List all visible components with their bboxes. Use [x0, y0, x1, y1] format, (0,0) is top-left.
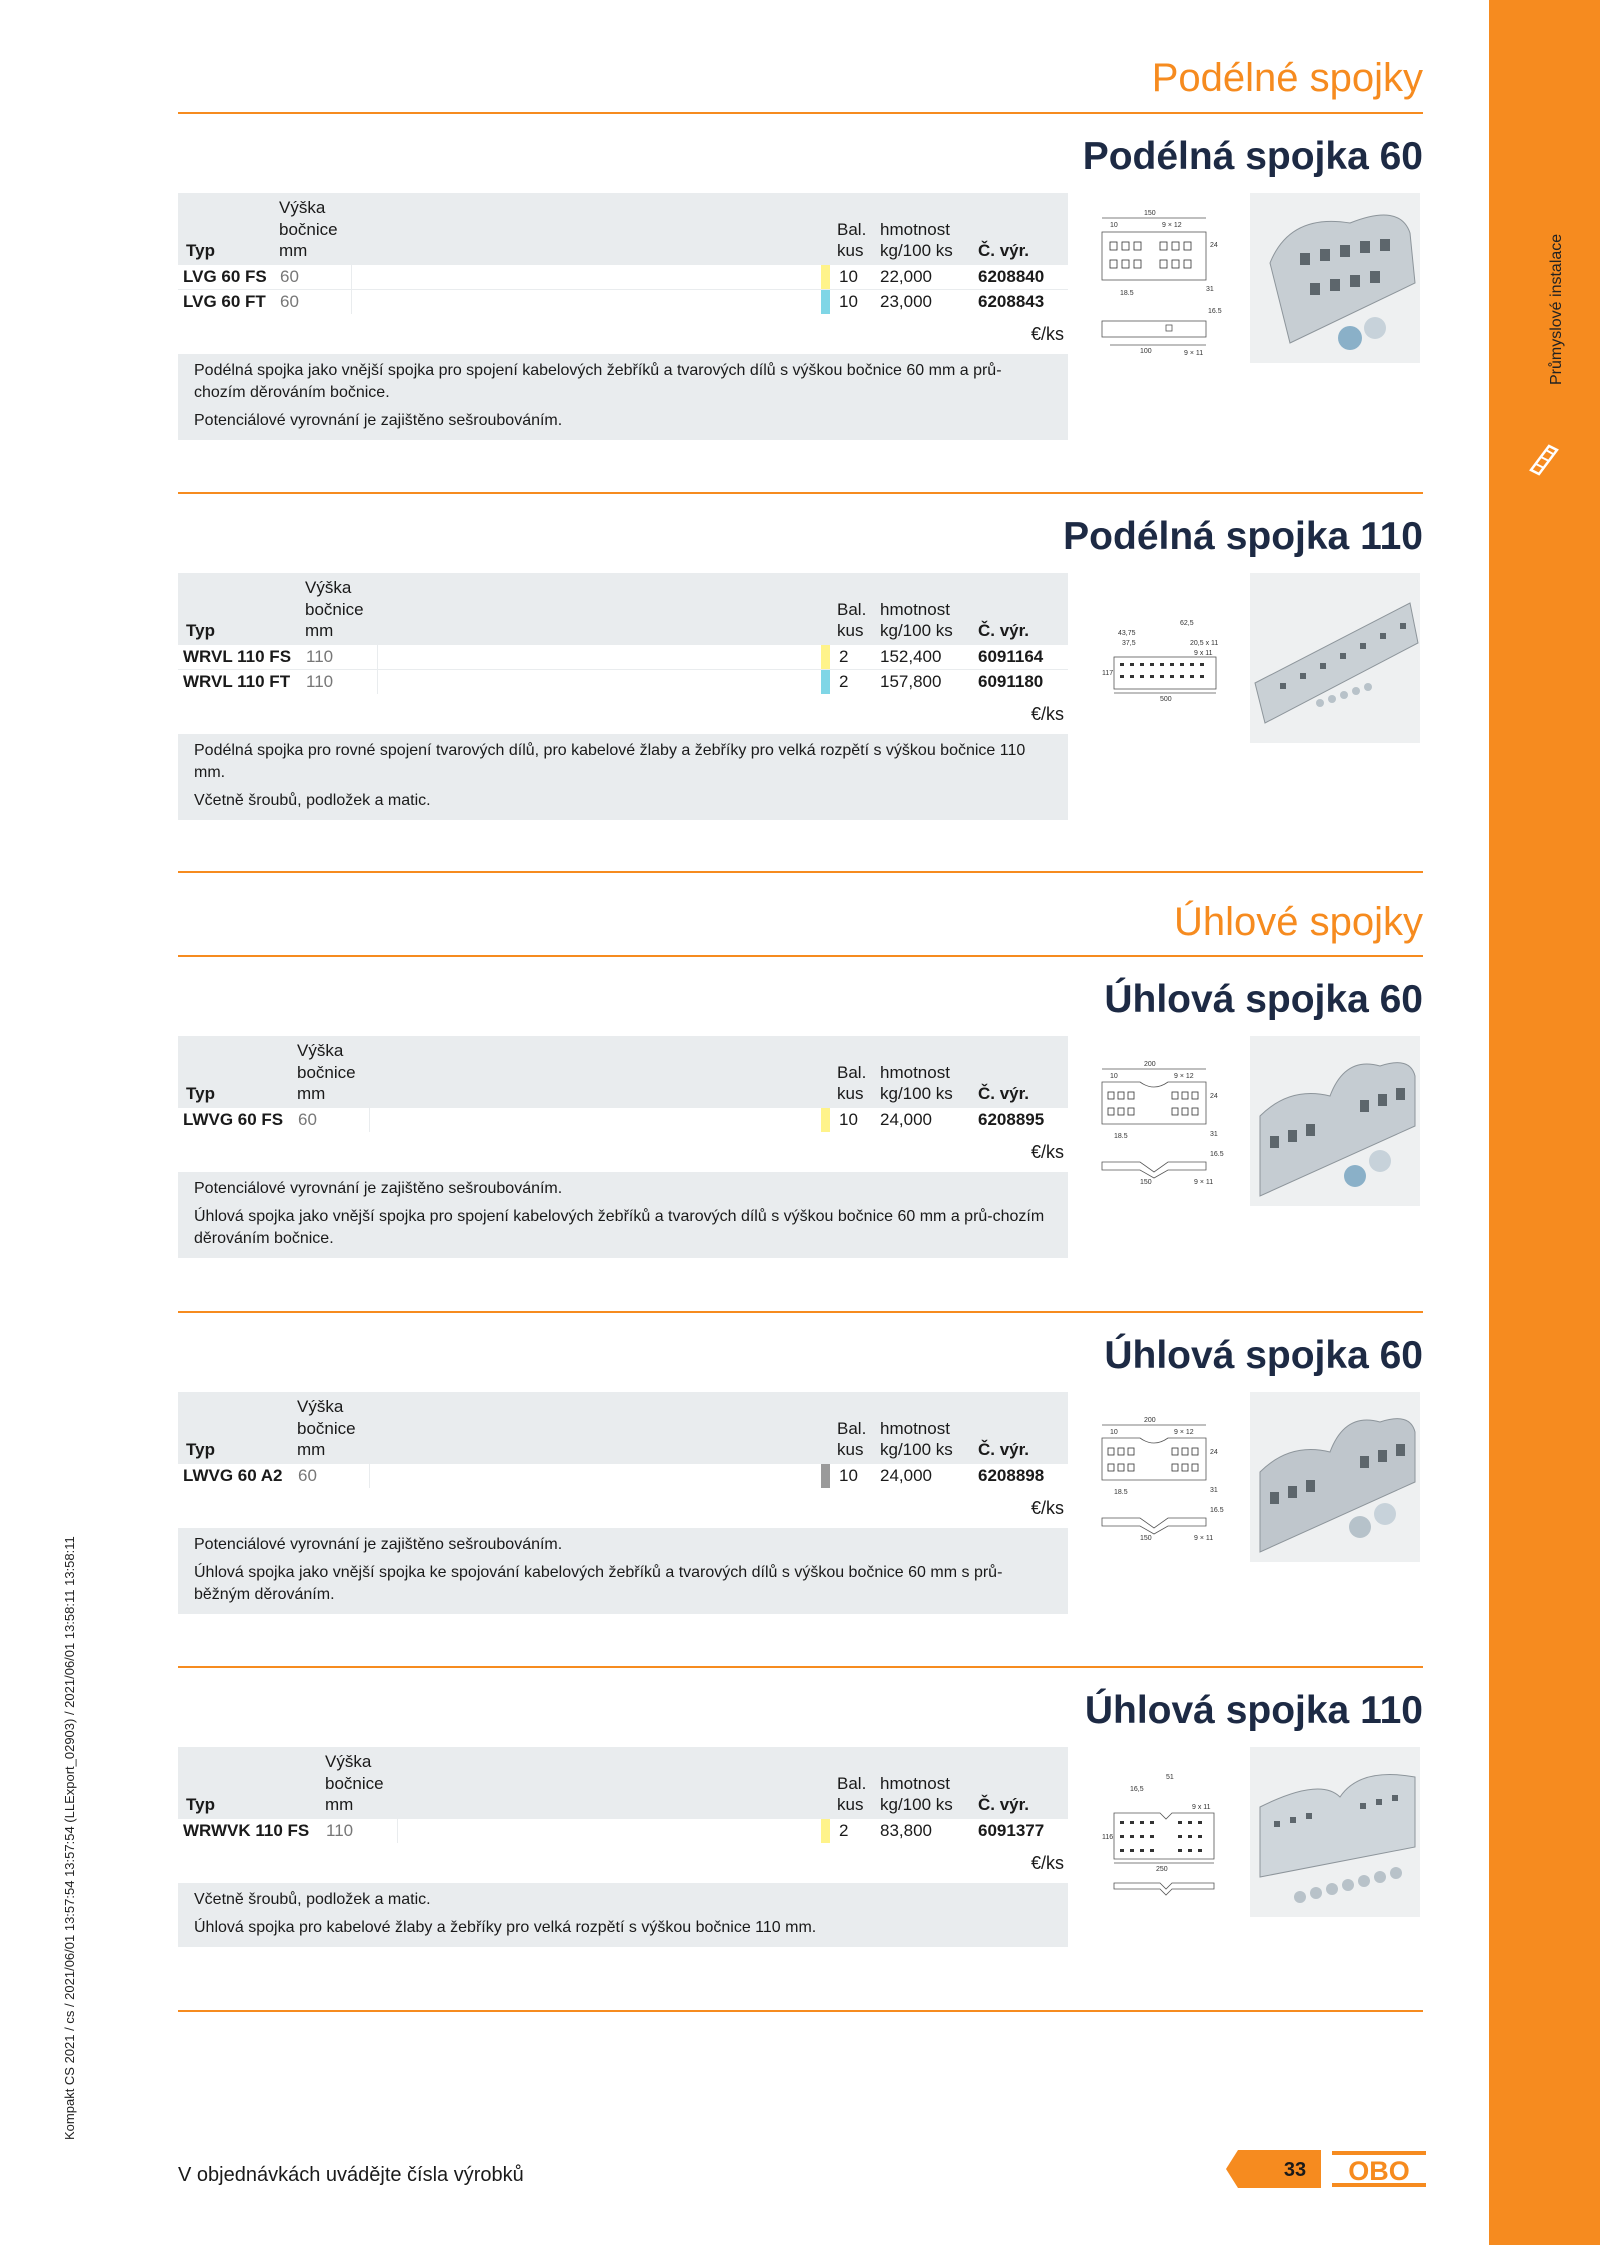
description-text: Včetně šroubů, podložek a matic.	[194, 1891, 431, 1908]
product-description	[178, 1883, 1068, 1947]
spec-rows	[178, 1819, 1068, 1843]
divider	[178, 1666, 1423, 1668]
dim-label: 51	[1166, 1774, 1174, 1781]
price-unit: €/ks	[1030, 1142, 1064, 1162]
dim-label: 9 × 12	[1162, 222, 1182, 229]
spec-table	[178, 193, 1068, 314]
cell-pack: 10	[839, 1110, 858, 1129]
dim-label: 31	[1206, 286, 1214, 293]
table-row	[178, 645, 1068, 670]
table-row	[178, 290, 1068, 314]
dim-label: 9 x 11	[1192, 1804, 1211, 1811]
cell-pack: 2	[839, 1821, 849, 1840]
cell-type: LWVG 60 A2	[183, 1466, 283, 1485]
col-height-unit: mm	[297, 1084, 326, 1103]
cell-article: 6208898	[978, 1466, 1045, 1485]
spec-table-header	[178, 573, 1068, 645]
product-description	[178, 1528, 1068, 1614]
product-description	[178, 734, 1068, 820]
dim-label: 16,5	[1130, 1786, 1144, 1793]
cable-tray-icon	[1527, 440, 1563, 480]
footer-note: V objednávkách uvádějte čísla výrobků	[178, 2164, 524, 2186]
orange-sidebar	[1489, 0, 1600, 2245]
cell-weight: 83,800	[880, 1821, 932, 1840]
col-weight: hmotnost	[880, 1419, 950, 1438]
description-text: Podélná spojka pro rovné spojení tvarových dílů, pro kabelové žlaby a žebříky pro velká rozpětí s výškou bočnice 110 mm.	[194, 742, 1026, 781]
price-unit: €/ks	[1030, 1498, 1064, 1518]
col-weight-unit: kg/100 ks	[880, 1795, 953, 1814]
dim-label: 16.5	[1208, 308, 1222, 315]
col-pack: Bal.	[837, 1419, 867, 1438]
cell-type: WRVL 110 FT	[183, 672, 291, 691]
col-weight: hmotnost	[880, 220, 950, 239]
col-weight-unit: kg/100 ks	[880, 621, 953, 640]
divider	[178, 871, 1423, 873]
product-title: Úhlová spojka 60	[1104, 978, 1423, 1021]
cell-article: 6208840	[978, 267, 1045, 286]
col-height-unit: mm	[279, 241, 308, 260]
cell-type: WRWVK 110 FS	[183, 1821, 310, 1840]
dim-label: 150	[1140, 1535, 1152, 1542]
col-height: Výška	[325, 1752, 372, 1771]
spec-table-header	[178, 193, 1068, 265]
technical-drawing	[1100, 205, 1220, 360]
dim-label: 9 × 11	[1194, 1535, 1214, 1542]
product-description	[178, 1172, 1068, 1258]
cell-weight: 152,400	[880, 647, 942, 666]
category-heading: Podélné spojky	[1151, 56, 1423, 100]
table-row	[178, 1108, 1068, 1132]
technical-drawing	[1100, 1769, 1220, 1904]
cell-pack: 2	[839, 672, 849, 691]
cell-pack: 10	[839, 1466, 858, 1485]
description-text: Podélná spojka jako vnější spojka pro spojení kabelových žebříků a tvarových dílů s výškou bočnice 60 mm a prů-chozím děrováním bočnice.	[194, 362, 1002, 401]
sidebar-label: Průmyslové instalace	[1548, 233, 1565, 385]
price-cell	[369, 1464, 825, 1488]
price-cell	[397, 1819, 825, 1843]
finish-swatch	[821, 265, 830, 289]
col-height: Výška	[305, 578, 352, 597]
col-weight-unit: kg/100 ks	[880, 241, 953, 260]
dim-label: 150	[1140, 1179, 1152, 1186]
col-height-line2: bočnice	[305, 600, 364, 619]
col-height-line2: bočnice	[325, 1774, 384, 1793]
technical-drawing	[1100, 615, 1220, 715]
table-row	[178, 265, 1068, 290]
dim-label: 10	[1110, 222, 1118, 229]
divider	[178, 955, 1423, 957]
dim-label: 18.5	[1114, 1489, 1128, 1496]
cell-height: 60	[298, 1466, 317, 1485]
dim-label: 117	[1102, 670, 1114, 677]
divider	[178, 2010, 1423, 2012]
description-text: Potenciálové vyrovnání je zajištěno sešroubováním.	[194, 412, 563, 429]
col-height-line2: bočnice	[279, 220, 338, 239]
dim-label: 24	[1210, 242, 1218, 249]
col-weight: hmotnost	[880, 1774, 950, 1793]
technical-drawing	[1100, 1058, 1224, 1198]
col-type: Typ	[186, 1084, 215, 1103]
dim-label: 9 × 12	[1174, 1429, 1194, 1436]
product-photo	[1250, 573, 1420, 743]
spec-table-header	[178, 1392, 1068, 1464]
dim-label: 10	[1110, 1429, 1118, 1436]
cell-weight: 24,000	[880, 1466, 932, 1485]
col-article: Č. výr.	[978, 241, 1030, 260]
dim-label: 37,5	[1122, 640, 1136, 647]
dim-label: 62,5	[1180, 620, 1194, 627]
cell-height: 60	[280, 267, 299, 286]
col-article: Č. výr.	[978, 1440, 1030, 1459]
col-height-unit: mm	[305, 621, 334, 640]
finish-swatch	[821, 645, 830, 669]
price-unit: €/ks	[1030, 324, 1064, 344]
cell-height: 60	[280, 292, 299, 311]
product-spec-block	[178, 1747, 1068, 1947]
finish-swatch	[821, 670, 830, 694]
col-pack-unit: kus	[837, 1084, 864, 1103]
dim-label: 16.5	[1210, 1507, 1224, 1514]
spec-table	[178, 1392, 1068, 1488]
cell-height: 110	[326, 1821, 354, 1840]
col-height-unit: mm	[297, 1440, 326, 1459]
product-photo	[1250, 1747, 1420, 1917]
col-type: Typ	[186, 241, 215, 260]
cell-article: 6091164	[978, 647, 1044, 666]
description-text: Včetně šroubů, podložek a matic.	[194, 792, 431, 809]
col-pack: Bal.	[837, 600, 867, 619]
product-spec-block	[178, 573, 1068, 820]
cell-type: LVG 60 FT	[183, 292, 266, 311]
col-pack-unit: kus	[837, 1440, 864, 1459]
page-number: 33	[1283, 2159, 1307, 2181]
cell-type: LWVG 60 FS	[183, 1110, 284, 1129]
obo-logo	[1332, 2151, 1426, 2187]
cell-height: 60	[298, 1110, 317, 1129]
logo-text: OBO	[1348, 2156, 1410, 2186]
col-weight-unit: kg/100 ks	[880, 1084, 953, 1103]
dim-label: 24	[1210, 1093, 1218, 1100]
cell-article: 6208843	[978, 292, 1045, 311]
dim-label: 250	[1156, 1866, 1168, 1873]
dim-label: 31	[1210, 1131, 1218, 1138]
divider	[178, 112, 1423, 114]
dim-label: 9 x 11	[1194, 650, 1213, 657]
product-description	[178, 354, 1068, 440]
product-title: Úhlová spojka 60	[1104, 1334, 1423, 1377]
col-pack-unit: kus	[837, 1795, 864, 1814]
spec-rows	[178, 1108, 1068, 1132]
price-cell	[377, 670, 825, 694]
table-row	[178, 670, 1068, 694]
col-height-line2: bočnice	[297, 1419, 356, 1438]
dim-label: 16.5	[1210, 1151, 1224, 1158]
product-photo	[1250, 1036, 1420, 1206]
price-cell	[377, 645, 825, 669]
col-height: Výška	[279, 198, 326, 217]
table-row	[178, 1464, 1068, 1488]
technical-drawing	[1100, 1414, 1224, 1554]
finish-swatch	[821, 290, 830, 314]
cell-pack: 10	[839, 292, 858, 311]
col-height-unit: mm	[325, 1795, 354, 1814]
product-title: Úhlová spojka 110	[1084, 1689, 1423, 1732]
spec-table-header	[178, 1036, 1068, 1108]
dim-label: 9 × 12	[1174, 1073, 1194, 1080]
col-pack: Bal.	[837, 220, 867, 239]
dim-label: 10	[1110, 1073, 1118, 1080]
description-text: Úhlová spojka pro kabelové žlaby a žebříky pro velká rozpětí s výškou bočnice 110 mm.	[194, 1919, 817, 1936]
product-spec-block	[178, 1392, 1068, 1614]
col-height-line2: bočnice	[297, 1063, 356, 1082]
description-text: Úhlová spojka jako vnější spojka ke spojování kabelových žebříků a tvarových dílů s výškou bočnice 60 mm s prů-běžným děrováním.	[194, 1564, 1003, 1603]
dim-label: 500	[1160, 696, 1172, 703]
product-spec-block	[178, 1036, 1068, 1258]
col-article: Č. výr.	[978, 621, 1030, 640]
product-photo	[1250, 1392, 1420, 1562]
cell-weight: 22,000	[880, 267, 932, 286]
spec-table	[178, 1036, 1068, 1132]
price-cell	[351, 290, 825, 314]
table-row	[178, 1819, 1068, 1843]
category-heading: Úhlové spojky	[1173, 900, 1423, 944]
dim-label: 9 × 11	[1194, 1179, 1214, 1186]
price-cell	[369, 1108, 825, 1132]
price-unit: €/ks	[1030, 1853, 1064, 1873]
col-pack-unit: kus	[837, 621, 864, 640]
cell-pack: 10	[839, 267, 858, 286]
cell-weight: 24,000	[880, 1110, 932, 1129]
description-text: Potenciálové vyrovnání je zajištěno sešroubováním.	[194, 1180, 563, 1197]
col-type: Typ	[186, 1795, 215, 1814]
col-article: Č. výr.	[978, 1084, 1030, 1103]
spec-table	[178, 573, 1068, 694]
product-photo	[1250, 193, 1420, 363]
product-spec-block	[178, 193, 1068, 440]
dim-label: 200	[1144, 1061, 1156, 1068]
spec-table-header	[178, 1747, 1068, 1819]
divider	[178, 492, 1423, 494]
cell-height: 110	[306, 672, 334, 691]
col-type: Typ	[186, 621, 215, 640]
col-pack: Bal.	[837, 1774, 867, 1793]
spec-table	[178, 1747, 1068, 1843]
finish-swatch	[821, 1819, 830, 1843]
cell-type: LVG 60 FS	[183, 267, 267, 286]
spec-rows	[178, 1464, 1068, 1488]
dim-label: 43,75	[1118, 630, 1136, 637]
dim-label: 200	[1144, 1417, 1156, 1424]
dim-label: 9 × 11	[1184, 350, 1204, 357]
dim-label: 116	[1102, 1834, 1114, 1841]
col-pack: Bal.	[837, 1063, 867, 1082]
col-weight: hmotnost	[880, 600, 950, 619]
description-text: Potenciálové vyrovnání je zajištěno sešroubováním.	[194, 1536, 563, 1553]
document-metadata: Kompakt CS 2021 / cs / 2021/06/01 13:57:54 13:57:54 (LLExport_02903) / 2021/06/01 13:58:11 13:58:11	[62, 1536, 77, 2140]
cell-type: WRVL 110 FS	[183, 647, 292, 666]
dim-label: 31	[1210, 1487, 1218, 1494]
cell-height: 110	[306, 647, 334, 666]
cell-pack: 2	[839, 647, 849, 666]
dim-label: 18.5	[1114, 1133, 1128, 1140]
cell-article: 6091180	[978, 672, 1044, 691]
price-cell	[351, 265, 825, 289]
col-weight: hmotnost	[880, 1063, 950, 1082]
price-unit: €/ks	[1030, 704, 1064, 724]
cell-weight: 157,800	[880, 672, 942, 691]
dim-label: 24	[1210, 1449, 1218, 1456]
cell-article: 6208895	[978, 1110, 1045, 1129]
finish-swatch	[821, 1108, 830, 1132]
description-text: Úhlová spojka jako vnější spojka pro spojení kabelových žebříků a tvarových dílů s výškou bočnice 60 mm a prů-chozím děrováním bočnice.	[194, 1208, 1045, 1247]
divider	[178, 1311, 1423, 1313]
col-type: Typ	[186, 1440, 215, 1459]
col-weight-unit: kg/100 ks	[880, 1440, 953, 1459]
finish-swatch	[821, 1464, 830, 1488]
product-title: Podélná spojka 60	[1082, 135, 1423, 178]
dim-label: 20,5 x 11	[1190, 640, 1219, 647]
cell-weight: 23,000	[880, 292, 932, 311]
product-title: Podélná spojka 110	[1063, 515, 1423, 558]
dim-label: 100	[1140, 348, 1152, 355]
col-height: Výška	[297, 1041, 344, 1060]
cell-article: 6091377	[978, 1821, 1045, 1840]
spec-rows	[178, 265, 1068, 314]
spec-rows	[178, 645, 1068, 694]
col-height: Výška	[297, 1397, 344, 1416]
col-pack-unit: kus	[837, 241, 864, 260]
col-article: Č. výr.	[978, 1795, 1030, 1814]
dim-label: 18.5	[1120, 290, 1134, 297]
dim-label: 150	[1144, 210, 1156, 217]
